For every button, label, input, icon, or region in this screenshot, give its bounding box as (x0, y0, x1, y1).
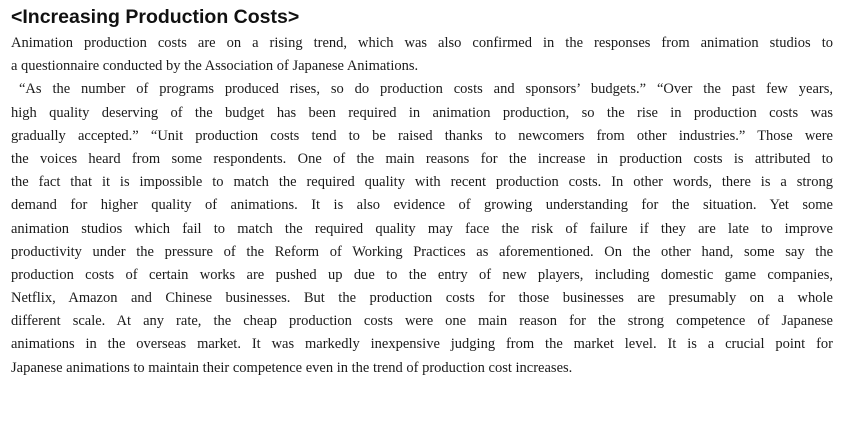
text-line: productivity under the pressure of the Reform of Working Practices as aforementioned. On the other hand, some say the (11, 243, 833, 260)
text-line: the fact that it is impossible to match the required quality with recent production costs. In other words, there is a strong (11, 174, 833, 191)
text-line: high quality deserving of the budget has been required in animation production, so the rise in production costs was (11, 104, 833, 121)
text-line: animations in the overseas market. It was markedly inexpensive judging from the market level. It is a crucial point for (11, 336, 833, 353)
text-line: demand for higher quality of animations. It is also evidence of growing understanding for the situation. Yet some (11, 197, 833, 214)
document (11, 5, 833, 380)
text-line: Japanese animations to maintain their competence even in the trend of production cost increases. (11, 359, 573, 376)
text-line: Netflix, Amazon and Chinese businesses. But the production costs for those businesses are presumably on a whole (11, 290, 833, 307)
paragraph-intro (11, 32, 833, 78)
section-heading: <Increasing Production Costs> (11, 6, 300, 28)
text-line: gradually accepted.” “Unit production costs tend to be raised thanks to newcomers from other industries.” Those were (11, 127, 833, 144)
text-line: animation studios which fail to match the required quality may face the risk of failure if they are late to improve (11, 220, 833, 237)
text-line: a questionnaire conducted by the Association of Japanese Animations. (11, 58, 419, 75)
text-line: different scale. At any rate, the cheap production costs were one main reason for the strong competence of Japanese (11, 313, 833, 330)
text-line: the voices heard from some respondents. One of the main reasons for the increase in production costs is attributed to (11, 150, 833, 167)
text-line: production costs of certain works are pushed up due to the entry of new players, including domestic game companies, (11, 266, 833, 283)
paragraph-body (11, 78, 833, 379)
text-line: Animation production costs are on a rising trend, which was also confirmed in the responses from animation studios to (11, 35, 833, 51)
text-line: “As the number of programs produced rises, so do production costs and sponsors’ budgets.” “Over the past few years, (19, 81, 833, 98)
